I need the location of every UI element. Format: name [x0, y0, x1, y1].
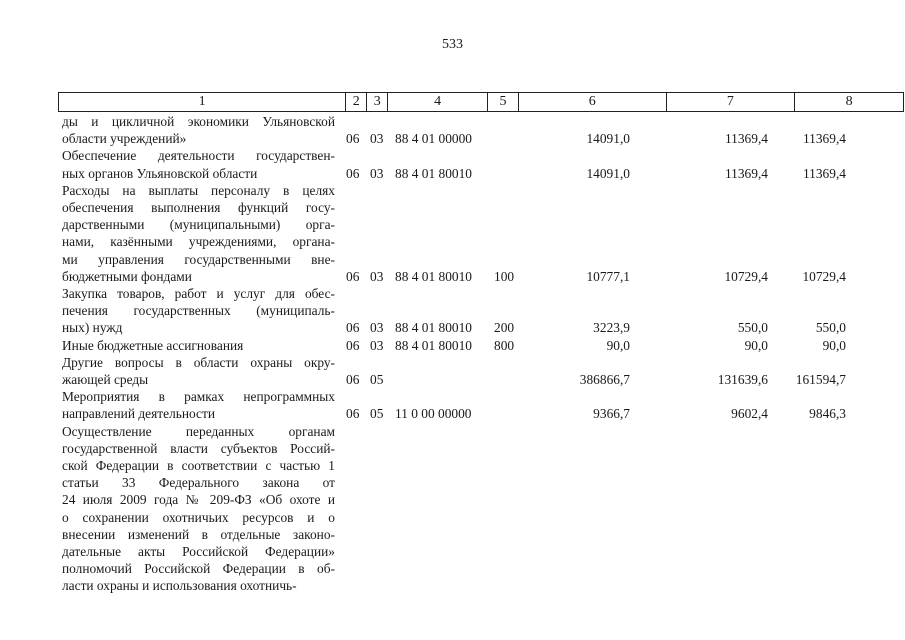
description-line: обеспечения выполнения функций госу-: [62, 200, 335, 215]
cell-sec: 06: [346, 337, 360, 353]
cell-sub: 03: [370, 131, 384, 147]
cell-v8: 11369,4: [802, 165, 846, 181]
description-line: внесении изменений в отдельные законо-: [62, 526, 335, 542]
row-description: [62, 423, 335, 595]
description-line: Другие вопросы в области охраны окру-: [62, 354, 335, 370]
header-col-1: 1: [198, 94, 206, 109]
cell-sub: 05: [370, 371, 384, 387]
description-line: Закупка товаров, работ и услуг для обес-: [62, 286, 335, 301]
cell-v7: 11369,4: [724, 165, 768, 181]
description-line: Иные бюджетные ассигнования: [62, 337, 244, 353]
cell-sub: 05: [370, 406, 384, 422]
description-line: бюджетными фондами: [62, 268, 192, 284]
cell-v8: 161594,7: [795, 371, 846, 387]
row-description: [62, 354, 335, 388]
header-col-4: 4: [387, 93, 487, 111]
row-description: [62, 113, 335, 147]
description-line: Осуществление переданных органам: [62, 423, 335, 439]
description-line: области учреждений»: [62, 131, 187, 147]
row-description: [62, 147, 335, 181]
cell-sec: 06: [346, 406, 360, 422]
cell-v8: 550,0: [815, 320, 846, 336]
cell-sec: 06: [346, 320, 360, 336]
description-line: дательные акты Российской Федерации»: [62, 544, 335, 560]
cell-csr: 88 4 01 80010: [395, 165, 472, 181]
description-line: жающей среды: [62, 372, 149, 387]
description-line: ласти охраны и использования охотничь-: [62, 578, 297, 594]
cell-v6: 14091,0: [586, 165, 630, 181]
cell-v7: 11369,4: [724, 131, 768, 147]
description-line: Мероприятия в рамках непрограммных: [62, 389, 335, 405]
cell-v7: 10729,4: [724, 268, 768, 284]
cell-v8: 10729,4: [802, 268, 846, 284]
cell-v7: 90,0: [744, 337, 768, 353]
row-description: [62, 182, 335, 285]
scan-noise: [10, 630, 890, 632]
cell-vr: 200: [494, 320, 515, 336]
cell-v7: 550,0: [737, 320, 768, 336]
cell-sub: 03: [370, 337, 384, 353]
description-line: Расходы на выплаты персоналу в целях: [62, 182, 335, 198]
cell-v8: 90,0: [822, 337, 846, 353]
cell-v8: 11369,4: [802, 131, 846, 147]
cell-v6: 386866,7: [579, 371, 630, 387]
row-description: [62, 285, 335, 337]
cell-v7: 131639,6: [717, 371, 768, 387]
row-description: [62, 337, 335, 354]
description-line: нами, казёнными учреждениями, органа-: [62, 234, 335, 250]
table-header: [58, 92, 904, 112]
description-line: дарственными (муниципальными) орга-: [62, 217, 335, 233]
page-number: 533: [442, 37, 463, 52]
cell-csr: 11 0 00 00000: [395, 406, 472, 422]
cell-sec: 06: [346, 268, 360, 284]
cell-csr: 88 4 01 80010: [395, 268, 472, 284]
cell-vr: 800: [494, 337, 515, 353]
cell-v6: 9366,7: [593, 406, 630, 422]
cell-sub: 03: [370, 320, 384, 336]
cell-sub: 03: [370, 165, 384, 181]
cell-v6: 3223,9: [593, 320, 630, 336]
cell-sec: 06: [346, 371, 360, 387]
description-line: печения государственных (муниципаль-: [62, 303, 335, 319]
header-col-6: 6: [518, 93, 666, 111]
description-line: полномочий Российской Федерации в об-: [62, 561, 335, 577]
header-col-2: 2: [345, 93, 366, 111]
description-line: о сохранении охотничьих ресурсов и о: [62, 509, 335, 525]
header-col-8: 8: [794, 93, 903, 111]
cell-csr: 88 4 01 80010: [395, 337, 472, 353]
cell-v8: 9846,3: [809, 406, 846, 422]
header-col-5: 5: [487, 93, 518, 111]
cell-vr: 100: [494, 268, 515, 284]
cell-v6: 90,0: [606, 337, 630, 353]
cell-csr: 88 4 01 00000: [395, 131, 472, 147]
cell-sec: 06: [346, 165, 360, 181]
cell-v6: 10777,1: [586, 268, 630, 284]
description-line: направлений деятельности: [62, 406, 216, 422]
description-line: статьи 33 Федерального закона от: [62, 475, 335, 491]
row-description: [62, 388, 335, 422]
header-col-7: 7: [666, 93, 795, 111]
cell-v6: 14091,0: [586, 131, 630, 147]
cell-sec: 06: [346, 131, 360, 147]
cell-csr: 88 4 01 80010: [395, 320, 472, 336]
description-line: ской Федерации в соответствии с частью 1: [62, 458, 335, 473]
cell-sub: 03: [370, 268, 384, 284]
cell-v7: 9602,4: [731, 406, 768, 422]
description-line: 24 июля 2009 года № 209-ФЗ «Об охоте и: [62, 492, 335, 508]
description-line: ных) нужд: [62, 320, 123, 336]
description-line: ды и цикличной экономики Ульяновской: [62, 114, 335, 129]
description-line: ми управления государственными вне-: [62, 251, 335, 267]
header-col-3: 3: [366, 93, 387, 111]
description-line: государственной власти субъектов Россий-: [62, 440, 335, 456]
description-line: Обеспечение деятельности государствен-: [62, 148, 335, 164]
description-line: ных органов Ульяновской области: [62, 165, 258, 181]
